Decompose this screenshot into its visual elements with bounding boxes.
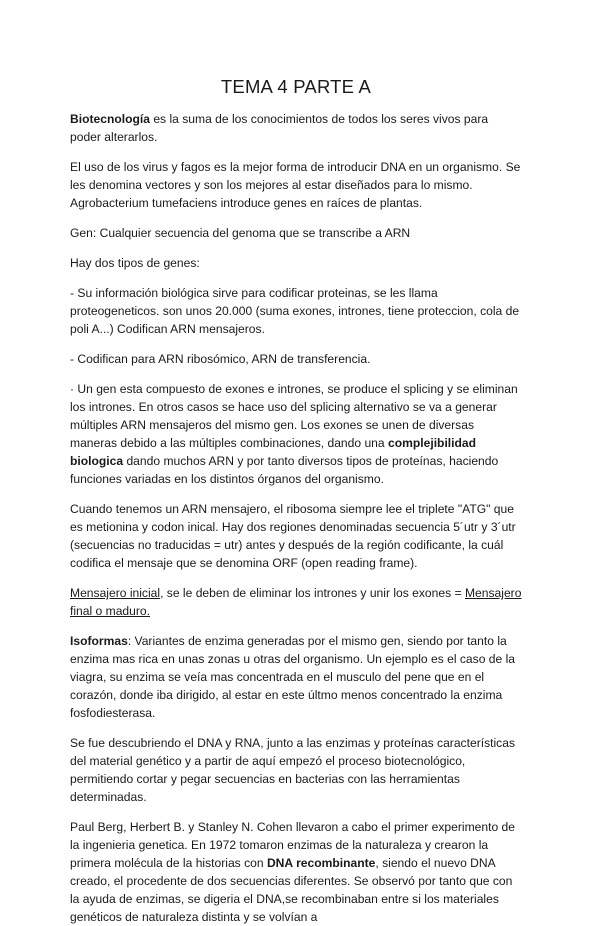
page-title: TEMA 4 PARTE A [220,76,372,97]
paragraph-vectores: El uso de los virus y fagos es la mejor forma de introducir DNA en un organismo. Se les denomina vectores y son los mejores al estar diseñados para lo mismo. Agrobacterium tumefaciens introduce genes en raíces de plantas. [70,160,521,210]
paragraph-mensajero: Mensajero inicial, se le deben de eliminar los intrones y unir los exones = Mensajero final o maduro. [70,586,522,618]
paragraph-gen-definition: Gen: Cualquier secuencia del genoma que se transcribe a ARN [70,226,411,240]
term-complejibilidad: complejibilidad biologica [70,436,477,468]
term-mensajero-final: Mensajero final o maduro. [70,586,522,618]
paragraph-splicing: · Un gen esta compuesto de exones e intrones, se produce el splicing y se eliminan los intrones. En otros casos se hace uso del splicing alternativo se va a generar múltiples ARN mensajeros del mismo gen. Los exones se unen de diversas maneras debido a las múltiples combinaciones, dando una complejibilidad biologica dando muchos ARN y por tanto diversos tipos de proteínas, haciendo funciones variadas en los distintos órganos del organismo. [70,382,518,486]
paragraph-isoformas: Isoformas: Variantes de enzima generadas por el mismo gen, siendo por tanto la enzima mas rica en unas zonas u otras del organismo. Un ejemplo es el caso de la viagra, su enzima se veía mas concentrada en el musculo del pene que en el corazón, donde iba dirigido, al estar en este últmo menos concentrado la enzima fosfodiesterasa. [70,634,516,720]
paragraph-descubrimiento: Se fue descubriendo el DNA y RNA, junto a las enzimas y proteínas características del material genético y a partir de aquí empezó el proceso biotecnológico, permitiendo cortar y pegar secuencias en bacterias con las herramientas determinadas. [70,736,515,804]
term-mensajero-inicial: Mensajero inicial [70,586,161,600]
term-dna-recombinante: DNA recombinante [266,856,376,870]
paragraph-dna-recombinante: Paul Berg, Herbert B. y Stanley N. Cohen llevaron a cabo el primer experimento de la ingenieria genetica. En 1972 tomaron enzimas de la naturaleza y crearon la primera molécula de la historias con DNA recombinante, siendo el nuevo DNA creado, el procedente de dos secuencias diferentes. Se observó por tanto que con la ayuda de enzimas, se digeria el DNA,se recombinaban entre si los materiales genéticos de naturaleza distinta y se volvían a [70,820,516,924]
term-biotecnologia: Biotecnología [70,112,150,126]
paragraph-biotecnologia: Biotecnología es la suma de los conocimientos de todos los seres vivos para poder alterarlos. [70,112,489,144]
paragraph-tipos-genes: Hay dos tipos de genes: [70,256,200,270]
term-isoformas: Isoformas [70,634,128,648]
paragraph-arn-mensajero: Cuando tenemos un ARN mensajero, el ribosoma siempre lee el triplete "ATG" que es metionina y codon inical. Hay dos regiones denominadas secuencia 5´utr y 3´utr (secuencias no traducidas = utr) antes y después de la región codificante, la cuál codifica el mensaje que se denomina ORF (open reading frame). [70,502,516,570]
paragraph-tipo-1: - Su información biológica sirve para codificar proteinas, se les llama proteogeneticos. son unos 20.000 (suma exones, intrones, tiene proteccion, cola de poli A...) Codifican ARN mensajeros. [70,286,520,336]
paragraph-tipo-2: - Codifican para ARN ribosómico, ARN de transferencia. [70,352,371,366]
